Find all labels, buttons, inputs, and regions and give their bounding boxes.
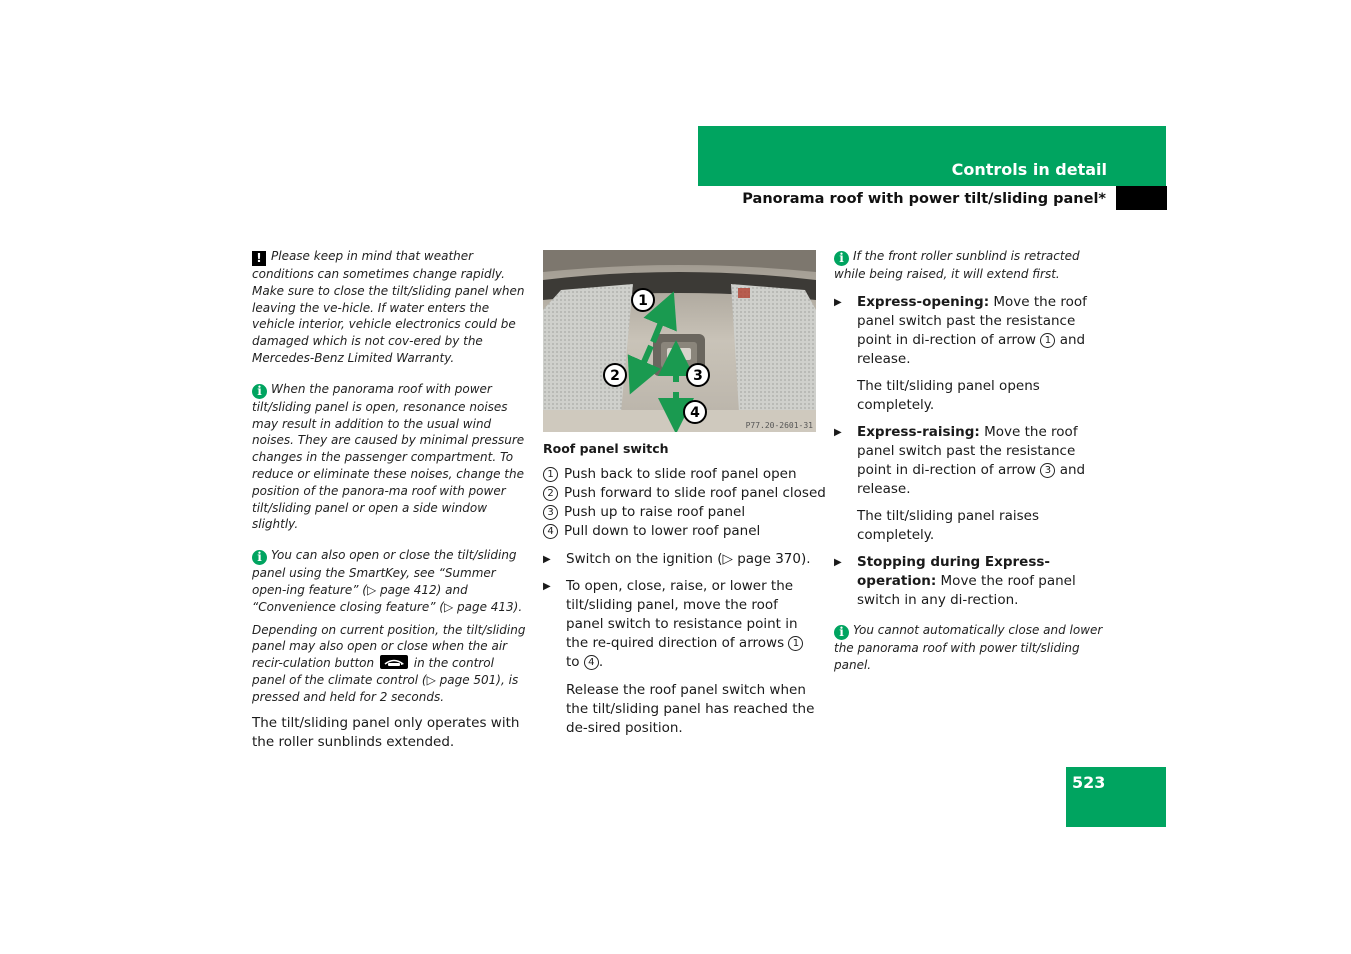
legend-text: Push up to raise roof panel xyxy=(564,504,746,520)
bullet-express-raising xyxy=(834,423,1106,499)
note-text-after: in the control panel of the climate control (▷ page 501), is pressed and held for 2 seconds. xyxy=(252,656,519,704)
section-title: Controls in detail xyxy=(951,160,1107,179)
roof-panel-switch-figure xyxy=(543,250,816,432)
legend-item xyxy=(543,503,823,522)
svg-text:1: 1 xyxy=(638,293,648,309)
info-note-text: When the panorama roof with power tilt/sliding panel is open, resonance noises may result in addition to the usual wind noises. They are caused by minimal pressure changes in the passenger compartment. To reduce or eliminate these noises, change the position of the panora-ma roof with power tilt/sliding panel or open a side window slightly. xyxy=(252,381,525,532)
legend-number: 1 xyxy=(543,467,558,482)
info-icon: i xyxy=(252,550,267,565)
body-paragraph: The tilt/sliding panel only operates with the roller sunblinds extended. xyxy=(252,714,520,750)
warning-icon: ! xyxy=(252,251,266,266)
warning-note xyxy=(252,248,527,367)
svg-text:2: 2 xyxy=(610,368,620,384)
express-raising-result: The tilt/sliding panel raises completely. xyxy=(857,507,1039,543)
express-opening-result: The tilt/sliding panel opens completely. xyxy=(857,377,1040,413)
right-column xyxy=(834,248,1110,673)
middle-text-column xyxy=(543,465,826,738)
info-note-text: If the front roller sunblind is retracted while being raised, it will extend first. xyxy=(834,249,1080,281)
bullet-arrow-icon: ▶ xyxy=(834,296,842,308)
bullet-move-switch xyxy=(543,577,816,672)
svg-text:3: 3 xyxy=(693,368,703,384)
bullet-ignition xyxy=(543,550,828,569)
page-number: 523 xyxy=(1072,773,1106,792)
air-recirculation-icon xyxy=(380,655,408,669)
bullet-text: Move the roof panel switch past the resistance point in di-rection of arrow xyxy=(857,423,1078,478)
note-text-before: Depending on current position, the tilt/sliding panel may also open or close when the air recir-culation button xyxy=(252,622,526,671)
bullet-text-post: and release. xyxy=(857,461,1086,497)
release-paragraph: Release the roof panel switch when the tilt/sliding panel has reached the de-sired position. xyxy=(566,682,815,736)
info-icon: i xyxy=(252,384,267,399)
svg-text:4: 4 xyxy=(690,405,700,421)
info-note-resonance xyxy=(252,381,527,533)
info-note-sunblind xyxy=(834,248,1110,283)
bullet-arrow-icon: ▶ xyxy=(543,581,551,592)
info-note-automatic xyxy=(834,622,1110,674)
arrow-number: 3 xyxy=(1040,463,1055,478)
bullet-text: Move the roof panel switch past the resistance point in di-rection of arrow xyxy=(857,293,1087,348)
bullet-text-to: to xyxy=(566,654,580,670)
legend-item xyxy=(543,522,823,541)
legend-item xyxy=(543,465,823,484)
bullet-label: Stopping during Express-operation: xyxy=(857,553,1050,589)
arrow-number: 1 xyxy=(788,636,803,651)
bullet-arrow-icon: ▶ xyxy=(834,426,842,438)
legend-number: 2 xyxy=(543,486,558,501)
bullet-label: Express-opening: xyxy=(857,293,990,310)
legend-text: Push back to slide roof panel open xyxy=(564,466,797,482)
header-black-tab xyxy=(1116,186,1167,210)
info-icon: i xyxy=(834,251,849,266)
legend-item xyxy=(543,484,826,503)
bullet-text: To open, close, raise, or lower the tilt/sliding panel, move the roof panel switch to resistance point in the re-quired direction of arrows xyxy=(566,578,798,651)
bullet-text: Move the roof panel switch in any di-rection. xyxy=(857,572,1076,608)
bullet-text: Switch on the ignition (▷ page 370). xyxy=(566,551,811,567)
figure-code: P77.20-2601-31 xyxy=(745,421,813,430)
arrow-number: 4 xyxy=(584,655,599,670)
note-recirculation xyxy=(252,622,527,706)
bullet-express-opening xyxy=(834,293,1106,369)
bullet-arrow-icon: ▶ xyxy=(834,556,842,568)
bullet-stopping xyxy=(834,553,1119,610)
bullet-text-post: and release. xyxy=(857,331,1086,367)
bullet-label: Express-raising: xyxy=(857,423,980,440)
figure-caption: Roof panel switch xyxy=(543,441,669,456)
info-note-text: You cannot automatically close and lower the panorama roof with power tilt/sliding panel. xyxy=(834,622,1103,672)
arrow-number: 1 xyxy=(1040,333,1055,348)
info-note-text: You can also open or close the tilt/sliding panel using the SmartKey, see “Summer open-ing feature” (▷ page 412) and “Convenience closing feature” (▷ page 413). xyxy=(252,548,523,614)
page-subtitle: Panorama roof with power tilt/sliding panel* xyxy=(742,191,1106,207)
info-icon: i xyxy=(834,625,849,640)
bullet-arrow-icon: ▶ xyxy=(543,554,551,565)
legend-text: Push forward to slide roof panel closed xyxy=(564,485,826,501)
left-column xyxy=(252,248,527,752)
info-note-smartkey xyxy=(252,547,527,615)
legend-text: Pull down to lower roof panel xyxy=(564,523,761,539)
legend-number: 4 xyxy=(543,524,558,539)
legend-number: 3 xyxy=(543,505,558,520)
warning-note-text: Please keep in mind that weather conditions can sometimes change rapidly. Make sure to close the tilt/sliding panel when leaving the ve-hicle. If water enters the vehicle interior, vehicle electronics could be damaged which is not cov-ered by the Mercedes-Benz Limited Warranty. xyxy=(252,249,525,365)
bullet-text-end: . xyxy=(598,654,604,670)
